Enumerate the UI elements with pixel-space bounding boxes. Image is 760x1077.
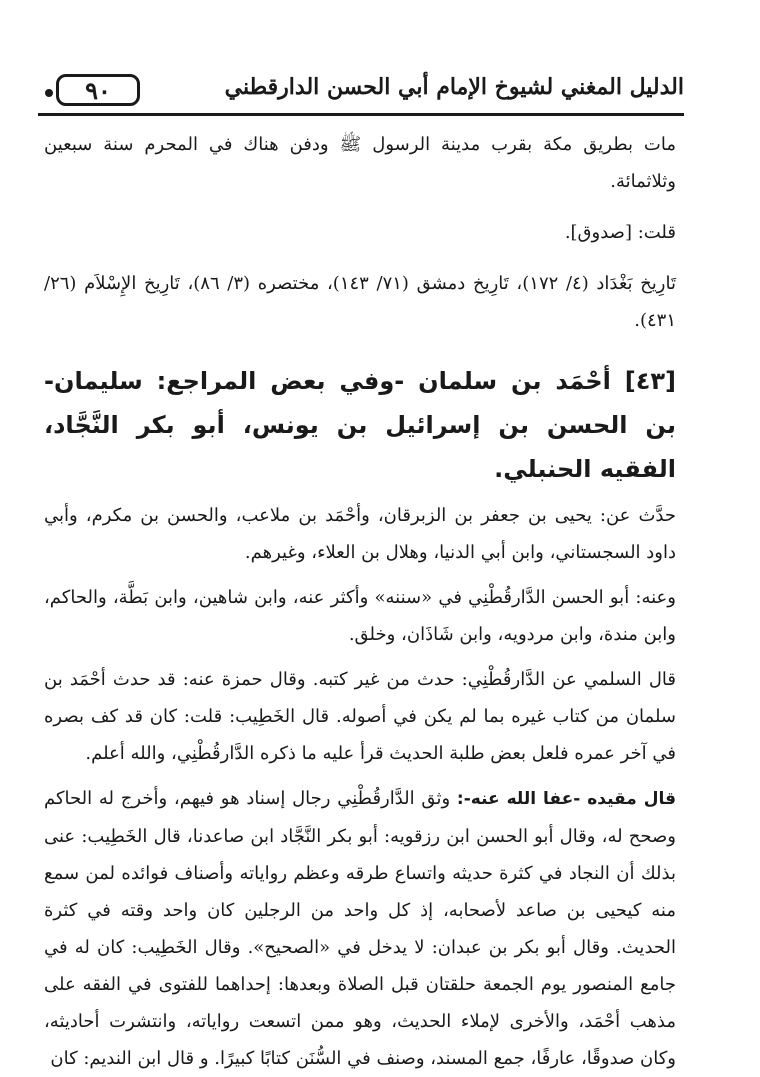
paragraph-editor-note — [44, 780, 676, 1077]
paragraph-students: وعنه: أبو الحسن الدَّارقُطْنِي في «سننه» وأكثر عنه، وابن شاهين، وابن بَطَّة، والحاكم، وابن مندة، وابن مردويه، وابن شَاذَان، وخلق. — [44, 587, 676, 645]
page-body — [44, 126, 676, 1077]
paragraph-death: مات بطريق مكة بقرب مدينة الرسول ﷺ ودفن هناك في المحرم سنة سبعين وثلاثمائة. — [44, 134, 676, 192]
entry-heading: [٤٣] أحْمَد بن سلمان -وفي بعض المراجع: سليمان- بن الحسن بن إسرائيل بن يونس، أبو بكر النَّجَّاد، الفقيه الحنبلي. — [44, 367, 676, 483]
page-number: ٩٠ — [56, 74, 140, 106]
running-title: الدليل المغني لشيوخ الإمام أبي الحسن الدارقطني — [224, 74, 684, 100]
header-rule — [38, 113, 684, 116]
editor-note-lead: قال مقيده -عفا الله عنه-: — [456, 789, 676, 809]
paragraph-sulami: قال السلمي عن الدَّارقُطْنِي: حدث من غير كتبه. وقال حمزة عنه: قد حدث أحْمَد بن سلمان من كتاب غيره بما لم يكن في أصوله. قال الخَطِيب: قلت: كان قد كف بصره في آخر عمره فلعل بعض طلبة الحديث قرأ عليه ما ذكره الدَّارقُطْنِي، والله أعلم. — [44, 669, 676, 764]
paragraph-teachers: حدَّث عن: يحيى بن جعفر بن الزبرقان، وأحْمَد بن ملاعب، والحسن بن مكرم، وأبي داود السجستاني، وابن أبي الدنيا، وهلال بن العلاء، وغيرهم. — [44, 505, 676, 563]
page-header — [38, 64, 684, 116]
editor-note-text: وثق الدَّارقُطْنِي رجال إسناد هو فيهم، وأخرج له الحاكم وصحح له، وقال أبو الحسن ابن رزقويه: أبو بكر النَّجَّاد ابن صاعدنا، قال الخَطِيب: عنى بذلك أن النجاد في كثرة حديثه واتساع طرقه وعظم رواياته وأصناف فوائده لمن سمع منه كيحيى بن صاعد لأصحابه، إذ كل واحد من الرجلين كان واحد وقته في كثرة الحديث. وقال أبو بكر بن عبدان: لا يدخل في «الصحيح». وقال الخَطِيب: كان له في جامع المنصور يوم الجمعة حلقتان قبل الصلاة وبعدها: إحداهما للفتوى في الفقه على مذهب أحْمَد، والأخرى لإملاء الحديث، وهو ممن اتسعت رواياته، وانتشرت أحاديثه، وكان صدوقًا، عارفًا، جمع المسند، وصنف في السُّنَن كتابًا كبيرًا. و قال ابن النديم: كان — [44, 788, 676, 1069]
paragraph-verdict: قلت: [صدوق]. — [564, 222, 676, 243]
paragraph-sources: تَارِيخ بَغْدَاد (٤/ ١٧٢)، تَارِيخ دمشق (٧١/ ١٤٣)، مختصره (٣/ ٨٦)، تَارِيخ الإِسْلاَم (٢٦/ ٤٣١). — [44, 273, 676, 331]
